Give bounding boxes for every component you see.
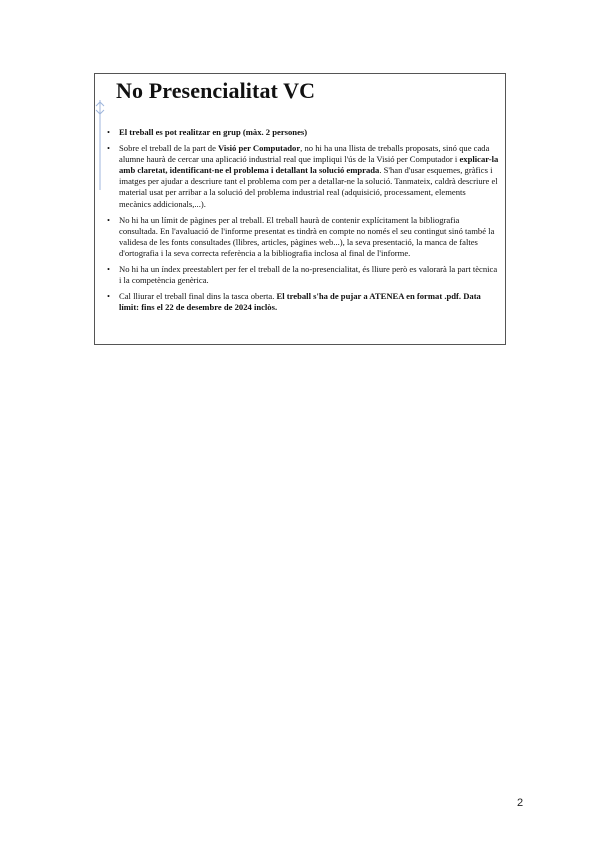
page-number: 2 (517, 797, 524, 809)
bullet-text-segment: El treball s'ha de pujar a ATENEA en format .pdf. Data límit: fins el 22 de desembre de 2024 inclòs. (119, 291, 481, 313)
bullet-item (107, 127, 499, 138)
bullet-text-segment: , no hi ha una llista de treballs proposats, sinó que cada alumne haurà de cercar una aplicació industrial real que impliqui l'ús de la Visió per Computador i (119, 143, 490, 165)
bullet-text-segment: Cal lliurar el treball final dins la tasca oberta. (119, 291, 277, 302)
bullet-item (107, 215, 499, 259)
bullet-list (107, 127, 499, 318)
bullet-text-segment: Visió per Computador (218, 143, 301, 154)
bullet-item (107, 143, 499, 210)
slide-frame (94, 73, 506, 345)
bullet-text-segment: No hi ha un límit de pàgines per al treball. El treball haurà de contenir explícitament la bibliografia consultada. En l'avaluació de l'informe presentat es tindrà en compte no només el seu contingut sinó també la validesa de les fonts consultades (llibres, articles, pàgines web...), la seva presentació, la manca de faltes d'ortografia i la seva correcta referència a la bibliografia inclosa al final de l'informe. (119, 214, 495, 258)
bullet-item (107, 264, 499, 286)
bullet-text-segment: Sobre el treball de la part de (119, 143, 219, 154)
bullet-text-segment: explicar-la amb claretat, identificant-ne el problema i detallant la solució emprada (119, 154, 499, 176)
bullet-text-segment: El treball es pot realitzar en grup (màx. 2 persones) (119, 127, 308, 137)
bullet-item (107, 291, 499, 313)
bullet-text-segment: No hi ha un índex preestablert per fer el treball de la no-presencialitat, és lliure però es valorarà la part tècnica i la competència genèrica. (119, 264, 498, 286)
bullet-text-segment: . S'han d'usar esquemes, gràfics i imatges per ajudar a descriure tant el problema com per a detallar-ne la solució. Tanmateix, caldrà descriure el material usat per arribar a la solució del problema industrial real (adquisició, processament, elements mecànics addicionals,...). (119, 165, 498, 209)
slide-title: No Presencialitat VC (116, 78, 316, 103)
edit-marker-icon (95, 100, 105, 190)
